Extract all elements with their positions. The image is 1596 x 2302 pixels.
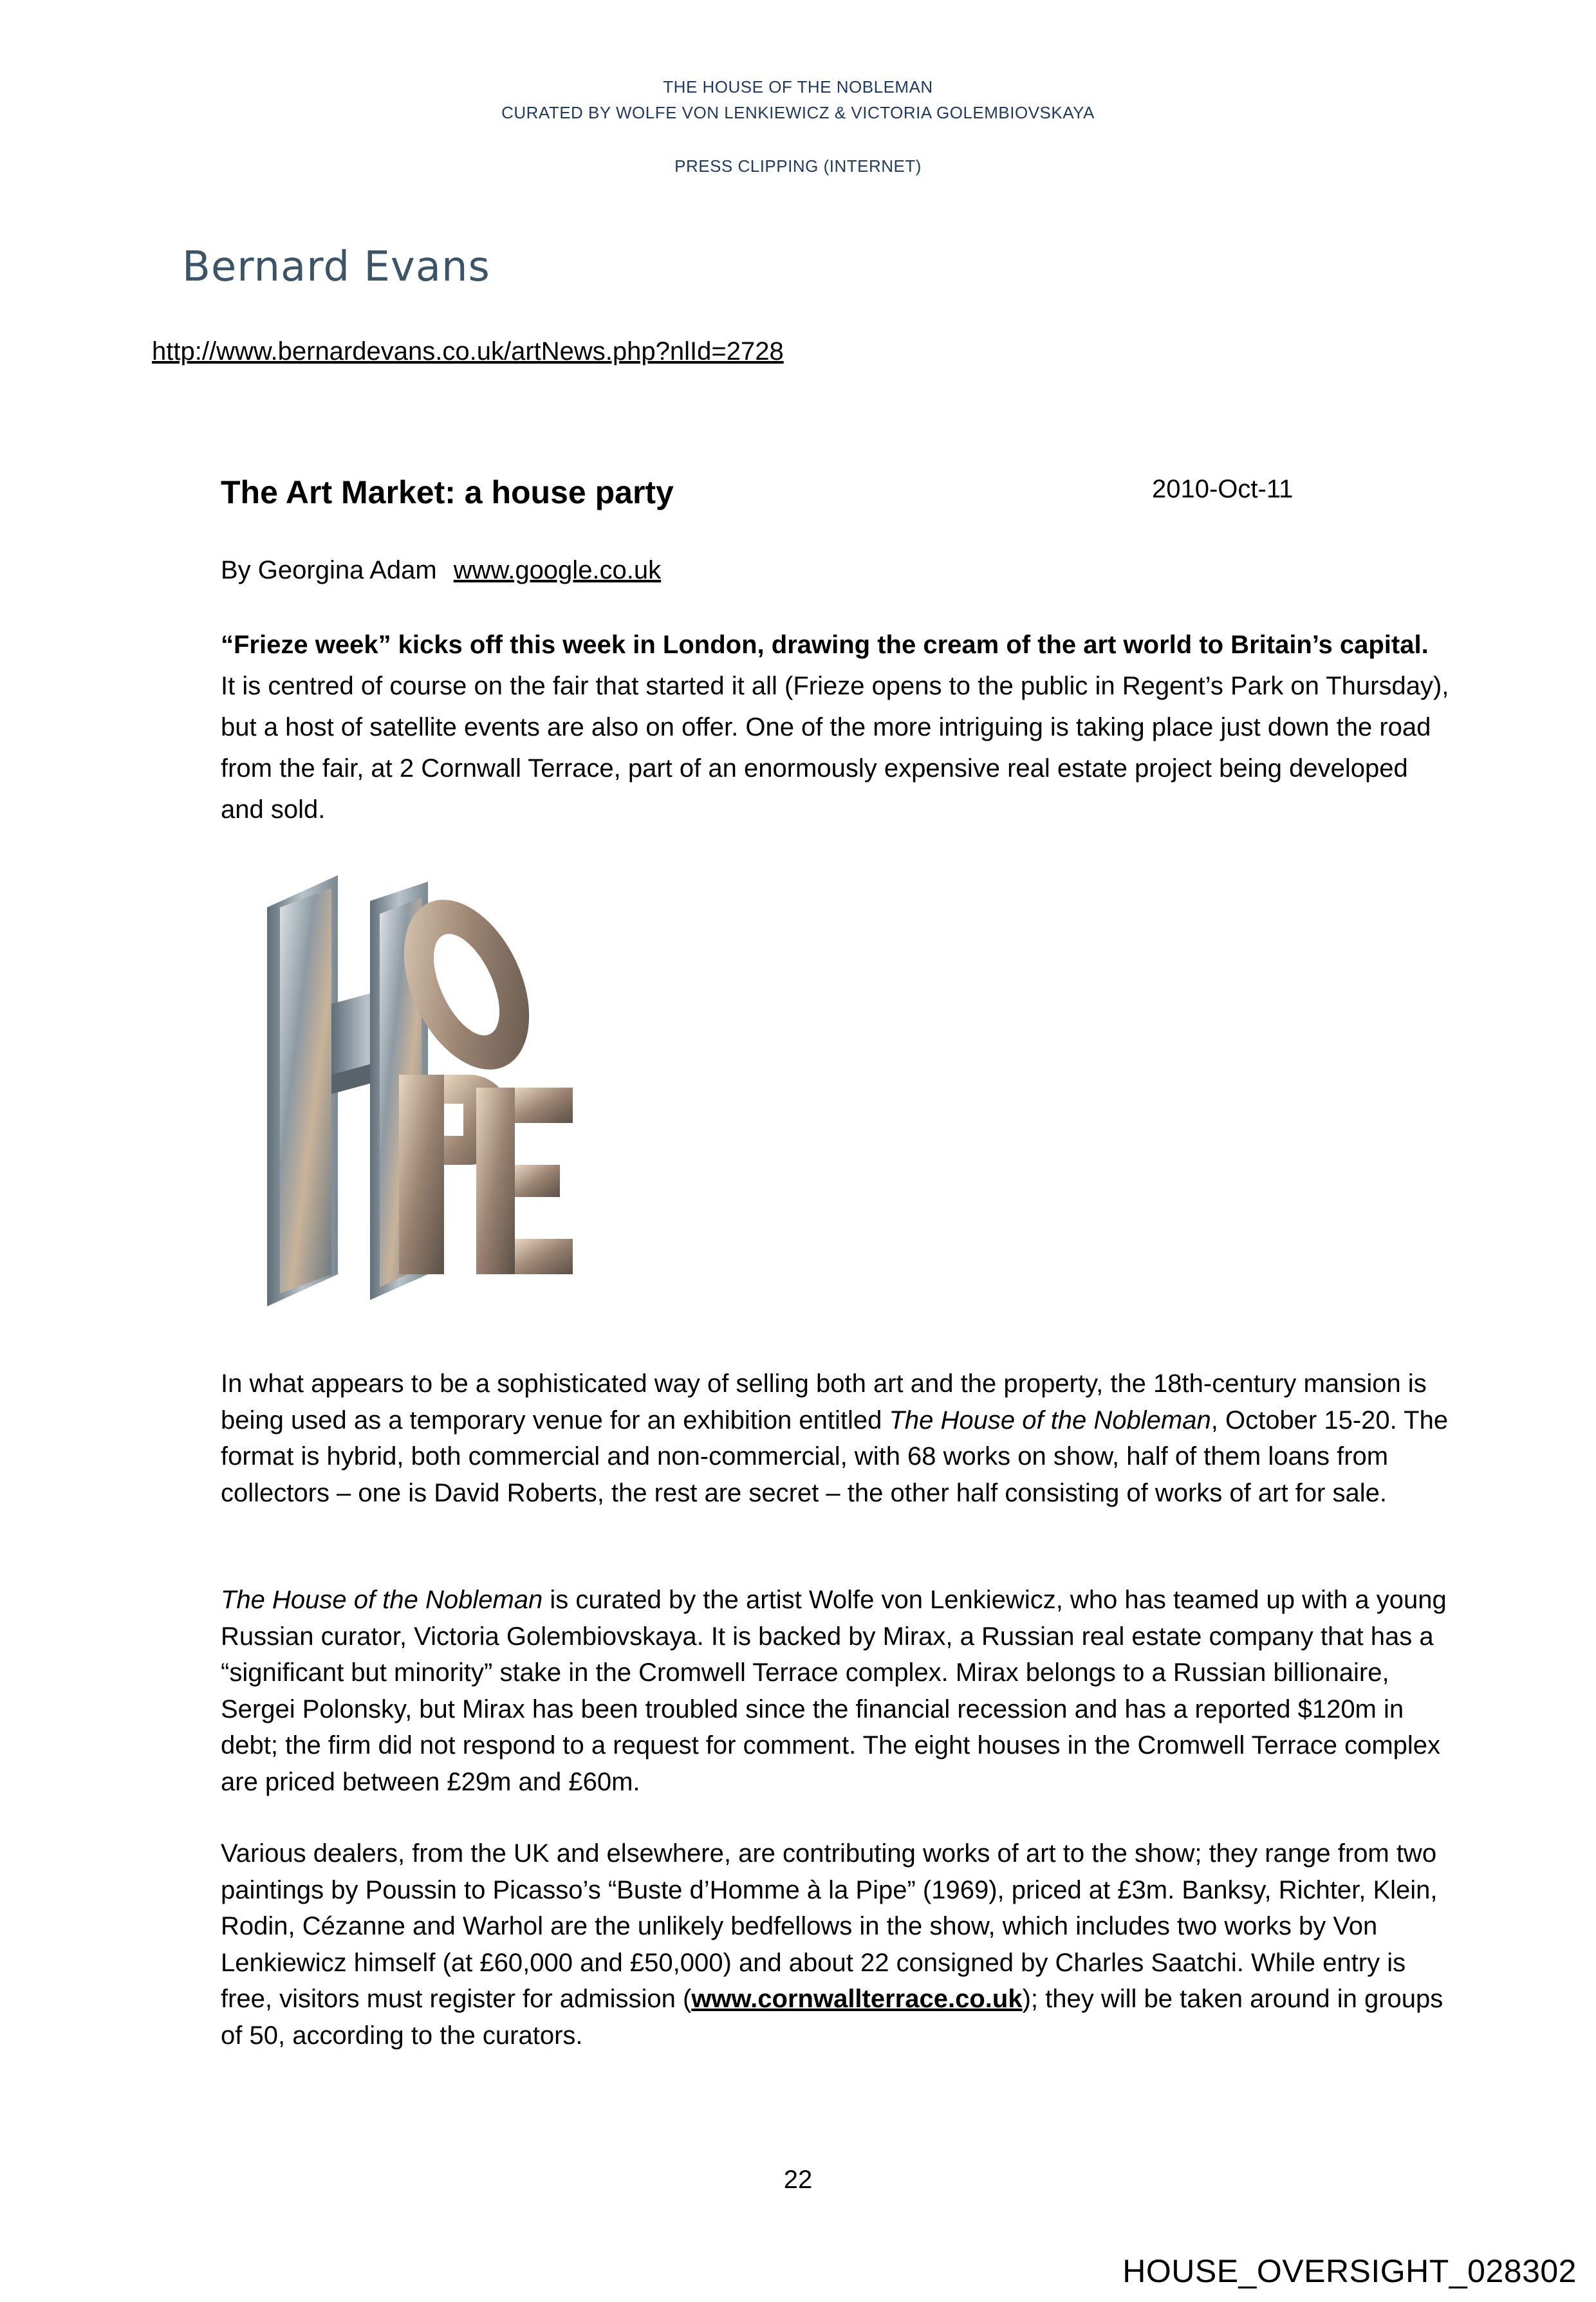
- byline-author: By Georgina Adam: [221, 556, 437, 584]
- header-line-curators: CURATED BY WOLFE VON LENKIEWICZ & VICTORIA GOLEMBIOVSKAYA: [501, 103, 1095, 122]
- page-number: 22: [783, 2166, 813, 2194]
- intro-lead: “Frieze week” kicks off this week in London, drawing the cream of the art world to Britain’s capital.: [221, 631, 1429, 659]
- p2-text-b: is curated by the artist Wolfe von Lenkiewicz, who has teamed up with a young Russian curator, Victoria Golembiovskaya. It is backed by Mirax, a Russian real estate company that has a “significant but minority” stake in the Cromwell Terrace complex. Mirax belongs to a Russian billionaire, Sergei Polonsky, but Mirax has been troubled since the financial recession and has a reported $120m in debt; the firm did not respond to a request for comment. The eight houses in the Cromwell Terrace complex are priced between £29m and £60m.: [221, 1586, 1447, 1796]
- body-paragraph-2: [221, 1582, 1456, 1800]
- source-site-name: Bernard Evans: [182, 243, 490, 291]
- intro-paragraph: [221, 624, 1456, 830]
- header-line-clipping-type: PRESS CLIPPING (INTERNET): [674, 156, 922, 176]
- p1-text-a: In what appears to be a sophisticated way of selling both art and the property, the 18th-century mansion is being used as a temporary venue for an exhibition entitled: [221, 1369, 1427, 1434]
- p3-text-a: Various dealers, from the UK and elsewhere, are contributing works of art to the show; they range from two paintings by Poussin to Picasso’s “Buste d’Homme à la Pipe” (1969), priced at £3m. Banksy, Richter, Klein, Rodin, Cézanne and Warhol are the unlikely bedfellows in the show, which includes two works by Von Lenkiewicz himself (at £60,000 and £50,000) and about 22 consigned by Charles Saatchi. While entry is free, visitors must register for admission (: [221, 1839, 1438, 2013]
- header-line-title: THE HOUSE OF THE NOBLEMAN: [663, 77, 933, 97]
- bates-number: HOUSE_OVERSIGHT_028302: [1122, 2253, 1577, 2289]
- p3-text-b: ); they will be taken around in groups of 50, according to the curators.: [221, 1985, 1443, 2050]
- p2-exhibition-title: The House of the Nobleman: [221, 1586, 543, 1614]
- p1-text-b: , October 15-20. The format is hybrid, both commercial and non-commercial, with 68 works on show, half of them loans from collectors – one is David Roberts, the rest are secret – the other half consisting of works of art for sale.: [221, 1406, 1449, 1507]
- body-paragraph-1: [221, 1366, 1456, 1511]
- source-url-link[interactable]: http://www.bernardevans.co.uk/artNews.php?nlId=2728: [152, 337, 784, 366]
- article-date: 2010-Oct-11: [1152, 475, 1294, 503]
- p3-registration-link[interactable]: www.cornwallterrace.co.uk: [691, 1985, 1023, 2013]
- body-paragraph-3: [221, 1835, 1456, 2054]
- intro-body: It is centred of course on the fair that started it all (Frieze opens to the public in Regent’s Park on Thursday), but a host of satellite events are also on offer. One of the more intriguing is taking place just down the road from the fair, at 2 Cornwall Terrace, part of an enormously expensive real estate project being developed and sold.: [221, 672, 1449, 824]
- hope-sculpture-image: [254, 862, 589, 1313]
- byline: [221, 556, 661, 585]
- p1-exhibition-title: The House of the Nobleman: [889, 1406, 1211, 1434]
- byline-source-link[interactable]: www.google.co.uk: [453, 556, 662, 584]
- article-title: The Art Market: a house party: [221, 474, 674, 510]
